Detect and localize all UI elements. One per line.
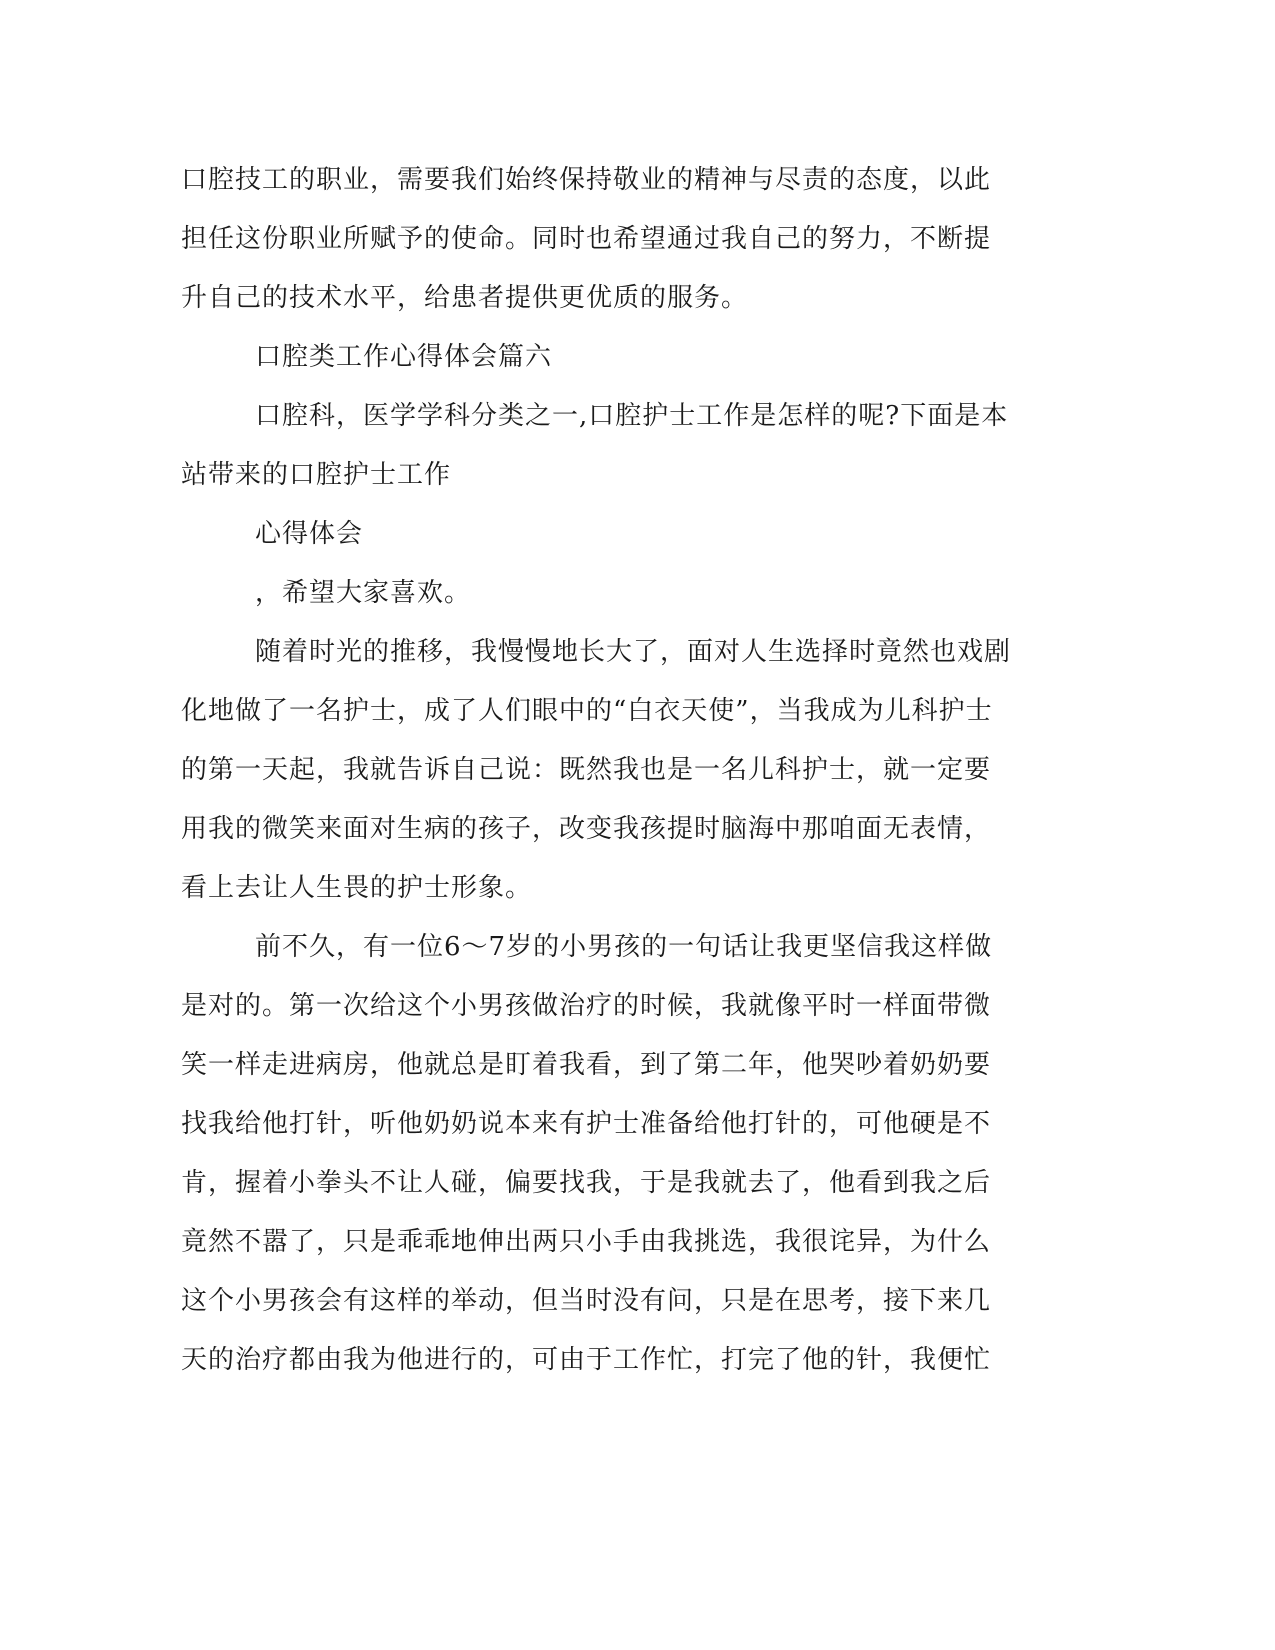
- text-line: 前不久，有一位6～7岁的小男孩的一句话让我更坚信我这样做: [255, 932, 993, 962]
- text-line: 是对的。第一次给这个小男孩做治疗的时候，我就像平时一样面带微: [181, 991, 992, 1021]
- text-line: 升自己的技术水平，给患者提供更优质的服务。: [181, 283, 749, 313]
- section-heading: 口腔类工作心得体会篇六: [255, 342, 553, 372]
- text-line: 口腔科，医学学科分类之一,口腔护士工作是怎样的呢?下面是本: [255, 401, 1009, 431]
- text-line: 看上去让人生畏的护士形象。: [181, 873, 533, 903]
- text-line: 站带来的口腔护士工作: [181, 460, 452, 490]
- text-line: 肯，握着小拳头不让人碰，偏要找我，于是我就去了，他看到我之后: [181, 1168, 992, 1198]
- text-line: 随着时光的推移，我慢慢地长大了，面对人生选择时竟然也戏剧: [255, 637, 1012, 667]
- text-line: ，希望大家喜欢。: [255, 578, 472, 608]
- text-line: 这个小男孩会有这样的举动，但当时没有问，只是在思考，接下来几: [181, 1286, 992, 1316]
- text-line: 天的治疗都由我为他进行的，可由于工作忙，打完了他的针，我便忙: [181, 1345, 992, 1375]
- text-line: 竟然不嚣了，只是乖乖地伸出两只小手由我挑选，我很诧异，为什么: [181, 1227, 992, 1257]
- text-line: 心得体会: [255, 519, 364, 549]
- text-line: 笑一样走进病房，他就总是盯着我看，到了第二年，他哭吵着奶奶要: [181, 1050, 992, 1080]
- text-line: 找我给他打针，听他奶奶说本来有护士准备给他打针的，可他硬是不: [181, 1109, 992, 1139]
- text-line: 担任这份职业所赋予的使命。同时也希望通过我自己的努力，不断提: [181, 224, 992, 254]
- text-line: 的第一天起，我就告诉自己说：既然我也是一名儿科护士，就一定要: [181, 755, 992, 785]
- text-line: 用我的微笑来面对生病的孩子，改变我孩提时脑海中那咱面无表情，: [181, 814, 992, 844]
- text-line: 化地做了一名护士，成了人们眼中的“白衣天使”，当我成为儿科护士: [181, 696, 993, 726]
- text-line: 口腔技工的职业，需要我们始终保持敬业的精神与尽责的态度，以此: [181, 165, 992, 195]
